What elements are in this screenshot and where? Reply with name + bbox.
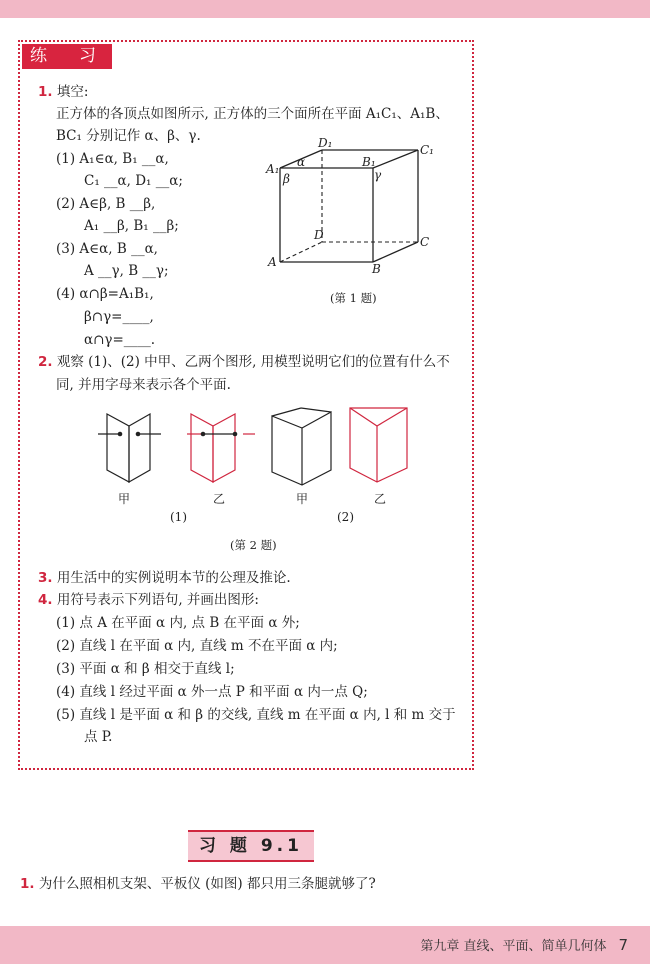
q1-line1: 正方体的各顶点如图所示, 正方体的三个面所在平面 A₁C₁、A₁B、 <box>56 106 449 122</box>
q1-part1a: (1) A₁∈α, B₁ __α, <box>56 151 169 167</box>
practice-tag: 练 习 <box>22 44 112 69</box>
q1-caption: (第 1 题) <box>330 291 377 305</box>
q2-jia-1: 甲 <box>118 492 131 506</box>
q4-item4: (4) 直线 l 经过平面 α 外一点 P 和平面 α 内一点 Q; <box>56 684 368 700</box>
q1-part4b: β∩γ=____, <box>84 309 154 325</box>
label-beta: β <box>283 172 290 186</box>
q1-part2b: A₁ __β, B₁ __β; <box>84 218 179 234</box>
q2-yi-2: 乙 <box>374 492 387 506</box>
q2-line2: 同, 并用字母来表示各个平面. <box>56 377 231 393</box>
q1-part4c: α∩γ=____. <box>84 332 156 348</box>
q2-fig2: (2) <box>337 510 354 524</box>
q4-item1: (1) 点 A 在平面 α 内, 点 B 在平面 α 外; <box>56 615 300 631</box>
fig1-jia <box>98 414 161 482</box>
page-footer <box>420 935 628 954</box>
q2-jia-2: 甲 <box>296 492 309 506</box>
chapter-title: 第九章 直线、平面、简单几何体 <box>420 939 607 954</box>
q1-part1b: C₁ __α, D₁ __α; <box>84 173 183 189</box>
label-D1: D₁ <box>318 136 333 150</box>
fig2-yi <box>350 408 407 482</box>
label-B1: B₁ <box>362 155 376 169</box>
q1-part2a: (2) A∈β, B __β, <box>56 196 156 212</box>
q2-caption: (第 2 题) <box>230 538 277 552</box>
planes-figure <box>95 400 425 495</box>
q2-line1: 2. 观察 (1)、(2) 中甲、乙两个图形, 用模型说明它们的位置有什么不 <box>38 354 450 370</box>
q4-item3: (3) 平面 α 和 β 相交于直线 l; <box>56 661 235 677</box>
q2-yi-1: 乙 <box>213 492 226 506</box>
q1-part4a: (4) α∩β=A₁B₁, <box>56 286 154 302</box>
q4-line: 4. 用符号表示下列语句, 并画出图形: <box>38 592 259 608</box>
fig2-jia <box>272 408 331 485</box>
q4-item2: (2) 直线 l 在平面 α 内, 直线 m 不在平面 α 内; <box>56 638 338 654</box>
label-C: C <box>420 235 430 249</box>
q4-item5a: (5) 直线 l 是平面 α 和 β 的交线, 直线 m 在平面 α 内, l 和 m 交于 <box>56 707 456 723</box>
label-A1: A₁ <box>266 162 280 176</box>
label-B: B <box>372 262 381 275</box>
q4-item5b: 点 P. <box>84 729 113 745</box>
label-gamma: γ <box>374 168 382 182</box>
label-C1: C₁ <box>420 143 434 157</box>
top-band <box>0 0 650 18</box>
exercise-title: 习 题 9.1 <box>188 830 314 862</box>
q1-title: 1. 填空: <box>38 84 89 100</box>
q2-fig1: (1) <box>170 510 187 524</box>
q1-part3a: (3) A∈α, B __α, <box>56 241 158 257</box>
fig1-yi <box>187 414 255 482</box>
page-number: 7 <box>618 936 628 954</box>
label-alpha: α <box>297 155 306 169</box>
cube-figure <box>260 135 450 275</box>
q1-part3b: A __γ, B __γ; <box>84 263 169 279</box>
label-D: D <box>314 228 324 242</box>
q3-line: 3. 用生活中的实例说明本节的公理及推论. <box>38 570 291 586</box>
label-A: A <box>268 255 277 269</box>
ex1-line: 1. 为什么照相机支架、平板仪 (如图) 都只用三条腿就够了? <box>20 876 376 892</box>
q1-line2: BC₁ 分别记作 α、β、γ. <box>56 128 201 144</box>
